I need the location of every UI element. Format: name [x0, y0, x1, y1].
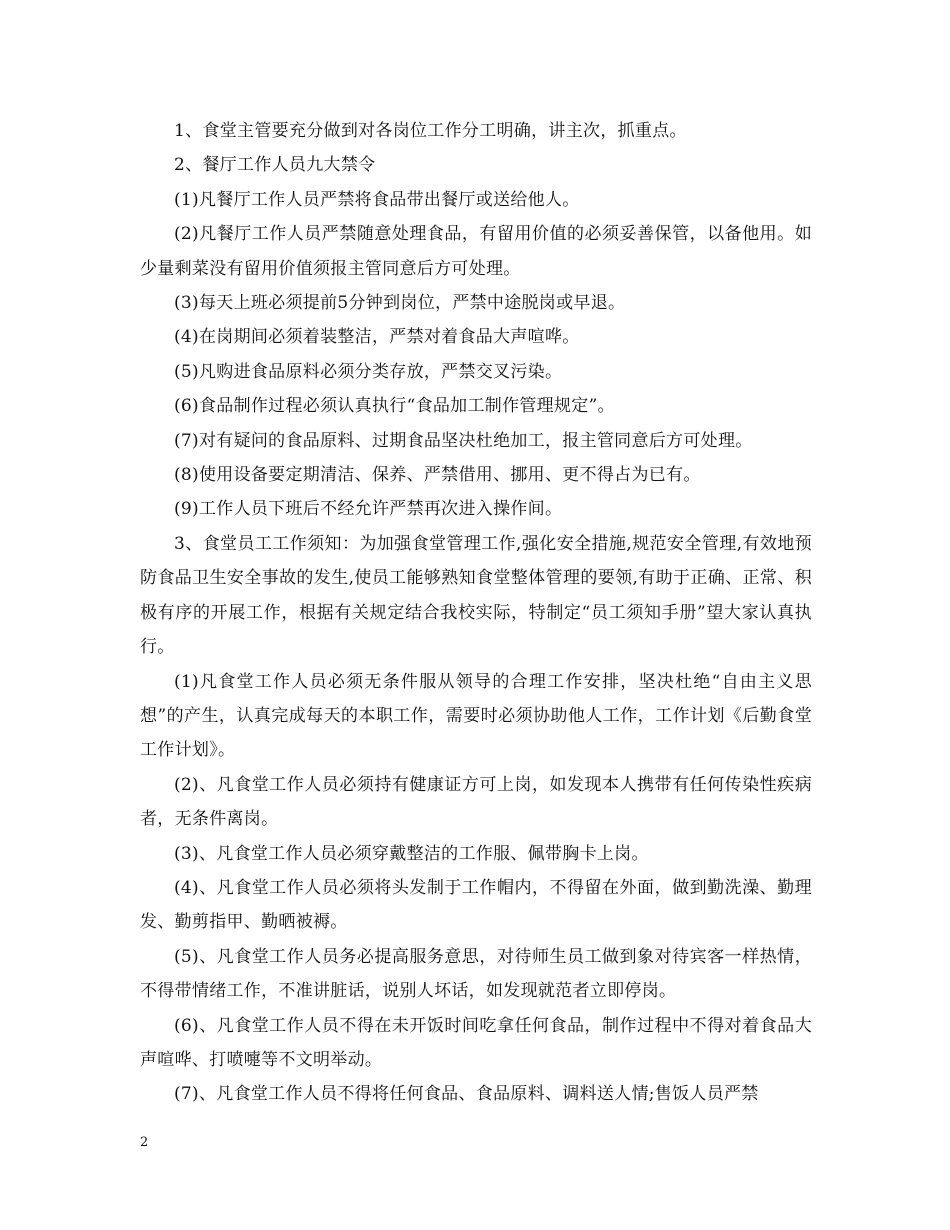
paragraph-4: (2)凡餐厅工作人员严禁随意处理食品，有留用价值的必须妥善保管，以备他用。如少量剩菜没有留用价值须报主管同意后方可处理。: [140, 224, 812, 279]
document-body: [140, 114, 812, 1112]
paragraph-12: 3、食堂员工工作须知：为加强食堂管理工作,强化安全措施,规范安全管理,有效地预防食品卫生安全事故的发生,使员工能够熟知食堂整体管理的要领,有助于正确、正常、积极有序的开展工作，根据有关规定结合我校实际，特制定“员工须知手册”望大家认真执行。: [140, 533, 812, 658]
paragraph-10: (8)使用设备要定期清洁、保养、严禁借用、挪用、更不得占为已有。: [174, 465, 701, 486]
paragraph-6: (4)在岗期间必须着装整洁，严禁对着食品大声喧哗。: [174, 327, 580, 348]
paragraph-5: (3)每天上班必须提前5分钟到岗位，严禁中途脱岗或早退。: [174, 293, 626, 314]
paragraph-18: (6)、凡食堂工作人员不得在未开饭时间吃拿任何食品，制作过程中不得对着食品大声喧哗、打喷嚏等不文明举动。: [140, 1015, 812, 1070]
paragraph-7: (5)凡购进食品原料必须分类存放，严禁交叉污染。: [174, 361, 563, 382]
paragraph-9: (7)对有疑问的食品原料、过期食品坚决杜绝加工，报主管同意后方可处理。: [174, 430, 753, 451]
paragraph-11: (9)工作人员下班后不经允许严禁再次进入操作间。: [174, 499, 563, 520]
paragraph-8: (6)食品制作过程必须认真执行“食品加工制作管理规定”。: [174, 396, 615, 417]
page-number: 2: [140, 1135, 149, 1150]
paragraph-16: (4)、凡食堂工作人员必须将头发制于工作帽内，不得留在外面，做到勤洗澡、勤理发、勤剪指甲、勤晒被褥。: [140, 877, 812, 933]
paragraph-2: 2、餐厅工作人员九大禁令: [174, 155, 376, 176]
paragraph-14: (2)、凡食堂工作人员必须持有健康证方可上岗，如发现本人携带有任何传染性疾病者，无条件离岗。: [140, 774, 812, 830]
paragraph-13: (1)凡食堂工作人员必须无条件服从领导的合理工作安排，坚决杜绝“自由主义思想”的产生，认真完成每天的本职工作，需要时必须协助他人工作，工作计划《后勤食堂工作计划》。: [140, 671, 812, 761]
paragraph-15: (3)、凡食堂工作人员必须穿戴整洁的工作服、佩带胸卡上岗。: [174, 843, 649, 864]
paragraph-19: (7)、凡食堂工作人员不得将任何食品、食品原料、调料送人情;售饭人员严禁: [174, 1084, 759, 1105]
paragraph-17: (5)、凡食堂工作人员务必提高服务意思，对待师生员工做到象对待宾客一样热情，不得带情绪工作，不准讲脏话，说别人坏话，如发现就范者立即停岗。: [140, 946, 812, 1002]
paragraph-1: 1、食堂主管要充分做到对各岗位工作分工明确，讲主次，抓重点。: [174, 121, 687, 141]
paragraph-3: (1)凡餐厅工作人员严禁将食品带出餐厅或送给他人。: [174, 189, 580, 210]
